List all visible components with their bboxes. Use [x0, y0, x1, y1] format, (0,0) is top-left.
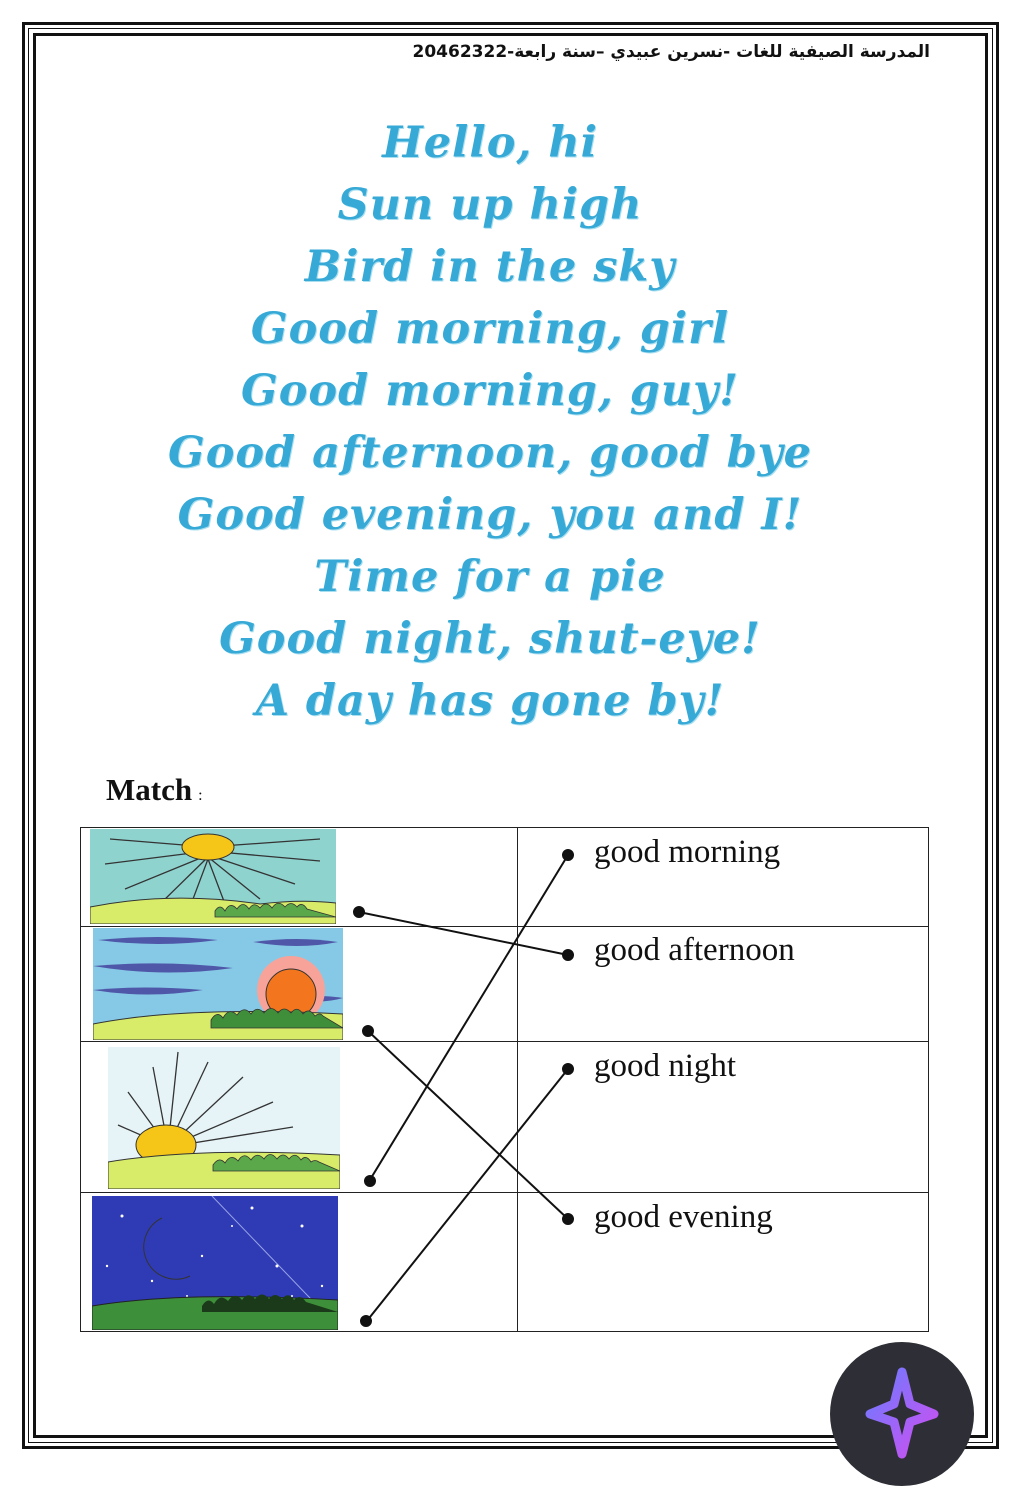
word-good-morning[interactable]: good morning — [594, 834, 781, 870]
poem-line: Sun up high — [337, 180, 643, 230]
poem-line: A day has gone by! — [255, 676, 725, 726]
page-header: المدرسة الصيفية للغات -نسرين عبيدي –سنة رابعة-20462322 — [412, 42, 930, 62]
match-title-colon: : — [198, 787, 203, 804]
match-line — [368, 1031, 568, 1219]
match-dot — [563, 1214, 573, 1224]
app-logo-icon — [830, 1342, 974, 1486]
match-dot — [361, 1316, 371, 1326]
match-dot — [363, 1026, 373, 1036]
poem-line: Good night, shut-eye! — [219, 614, 761, 664]
poem-line: Good evening, you and I! — [177, 490, 803, 540]
poem-line: Good morning, guy! — [240, 366, 739, 416]
word-good-evening[interactable]: good evening — [594, 1199, 773, 1235]
match-dot — [354, 907, 364, 917]
match-line — [366, 1069, 568, 1322]
poem-line: Hello, hi — [382, 118, 598, 168]
poem-line: Good afternoon, good bye — [167, 428, 813, 478]
poem-line: Bird in the sky — [304, 242, 676, 292]
match-dot — [365, 1176, 375, 1186]
word-good-afternoon[interactable]: good afternoon — [594, 932, 795, 968]
match-title-text: Match — [106, 772, 193, 807]
app-badge[interactable] — [830, 1342, 974, 1486]
match-line — [368, 855, 568, 1183]
match-dot — [563, 1064, 573, 1074]
match-line — [359, 912, 568, 955]
word-good-night[interactable]: good night — [594, 1048, 737, 1084]
match-dot — [563, 850, 573, 860]
match-dot — [563, 950, 573, 960]
poem-line: Time for a pie — [314, 552, 666, 602]
poem-line: Good morning, girl — [250, 304, 730, 354]
